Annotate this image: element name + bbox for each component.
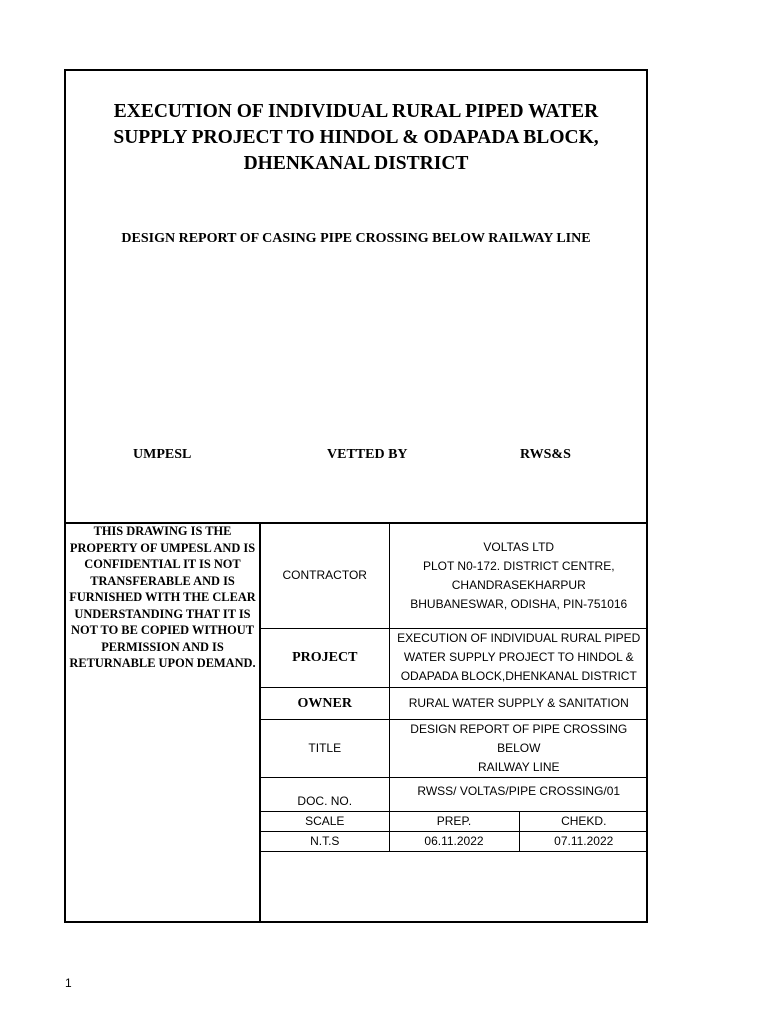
signature-umpesl: UMPESL <box>133 447 192 462</box>
contractor-label: CONTRACTOR <box>261 524 389 628</box>
project-value <box>389 628 648 687</box>
scale-value: N.T.S <box>261 831 389 851</box>
contractor-value <box>389 524 648 628</box>
title-line: EXECUTION OF INDIVIDUAL RURAL PIPED WATER <box>113 101 599 122</box>
chekd-label: CHEKD. <box>519 811 648 831</box>
notice-line: RETURNABLE UPON DEMAND. <box>69 656 256 670</box>
notice-line: UNDERSTANDING THAT IT IS <box>74 606 251 621</box>
title-line: SUPPLY PROJECT TO HINDOL & ODAPADA BLOCK, <box>113 127 599 148</box>
notice-line: FURNISHED WITH THE CLEAR <box>69 590 256 604</box>
document-subtitle: DESIGN REPORT OF CASING PIPE CROSSING BELOW RAILWAY LINE <box>121 231 591 246</box>
notice-line: THIS DRAWING IS THE <box>93 524 232 538</box>
table-row-owner <box>261 687 648 719</box>
title-value <box>389 719 648 777</box>
title-line: DHENKANAL DISTRICT <box>243 153 469 174</box>
title-block-frame <box>64 69 648 923</box>
table-row-scale-header <box>261 811 648 831</box>
prep-value: 06.11.2022 <box>389 831 519 851</box>
table-row-title <box>261 719 648 777</box>
contractor-line: VOLTAS LTD <box>483 539 555 554</box>
table-row-docno <box>261 777 648 811</box>
signature-rwss: RWS&S <box>520 447 571 462</box>
page-number: 1 <box>65 976 72 990</box>
prep-label: PREP. <box>389 811 519 831</box>
project-line: ODAPADA BLOCK,DHENKANAL DISTRICT <box>400 669 637 683</box>
docno-value: RWSS/ VOLTAS/PIPE CROSSING/01 <box>389 777 648 811</box>
title-value-line: RAILWAY LINE <box>477 759 560 774</box>
info-table <box>261 524 648 852</box>
notice-line: CONFIDENTIAL IT IS NOT <box>84 557 241 571</box>
docno-label: DOC. NO. <box>261 777 389 811</box>
table-row-contractor <box>261 524 648 628</box>
table-row-project <box>261 628 648 687</box>
table-row-scale-values <box>261 831 648 851</box>
project-label: PROJECT <box>261 628 389 687</box>
project-line: EXECUTION OF INDIVIDUAL RURAL PIPED <box>397 631 641 645</box>
contractor-line: CHANDRASEKHARPUR <box>451 577 586 592</box>
contractor-line: BHUBANESWAR, ODISHA, PIN-751016 <box>410 596 628 611</box>
notice-line: TRANSFERABLE AND IS <box>90 573 235 588</box>
owner-label: OWNER <box>261 687 389 719</box>
notice-line: PROPERTY OF UMPESL AND IS <box>69 540 256 555</box>
notice-line: PERMISSION AND IS <box>101 639 224 654</box>
title-value-line: DESIGN REPORT OF PIPE CROSSING BELOW <box>410 721 628 755</box>
confidentiality-notice <box>66 523 259 672</box>
contractor-line: PLOT N0-172. DISTRICT CENTRE, <box>422 558 615 573</box>
project-line: WATER SUPPLY PROJECT TO HINDOL & <box>403 650 634 664</box>
title-label: TITLE <box>261 719 389 777</box>
document-title <box>66 99 646 177</box>
chekd-value: 07.11.2022 <box>519 831 648 851</box>
notice-line: NOT TO BE COPIED WITHOUT <box>71 623 254 637</box>
owner-value: RURAL WATER SUPPLY & SANITATION <box>389 687 648 719</box>
signature-vetted-by: VETTED BY <box>327 447 408 462</box>
scale-label: SCALE <box>261 811 389 831</box>
